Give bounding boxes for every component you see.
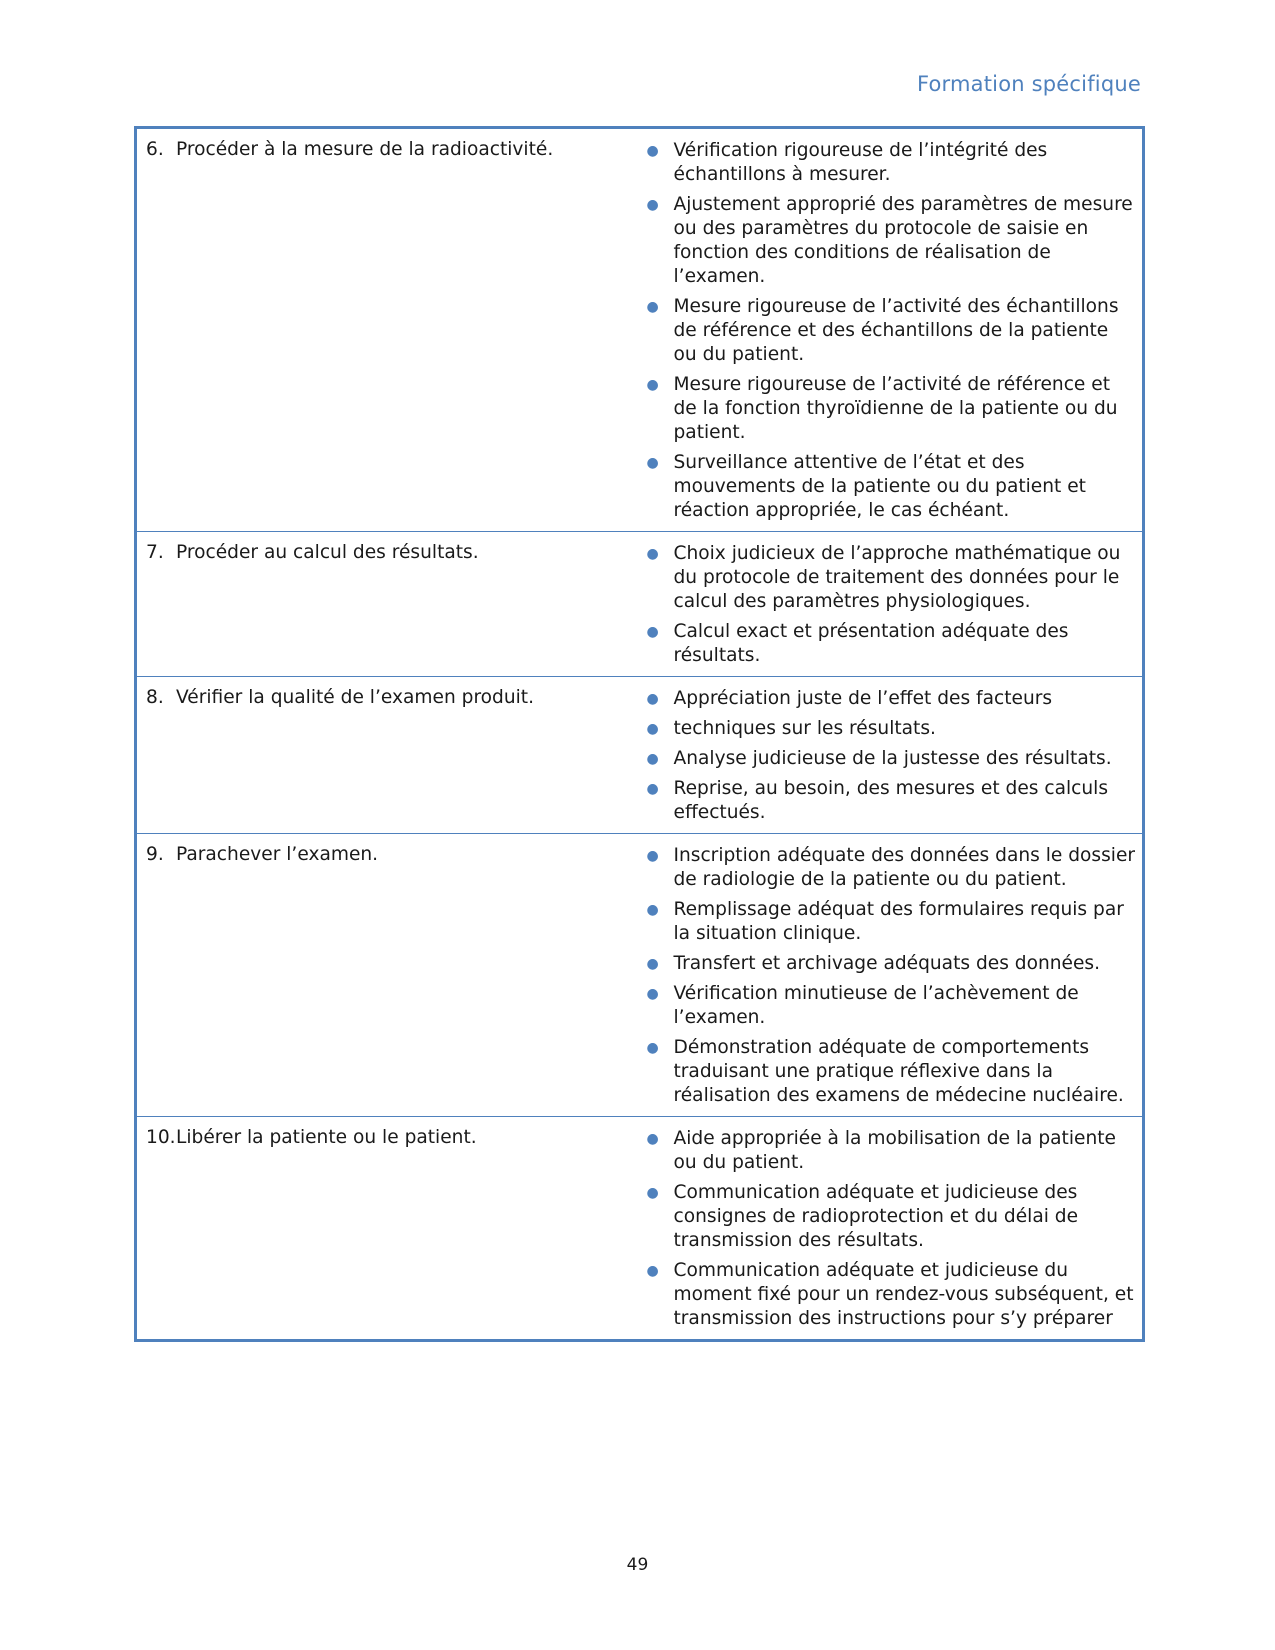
criterion-text: Appréciation juste de l’effet des facteurs xyxy=(673,688,1053,709)
list-item xyxy=(636,620,1137,668)
bullet-icon: ● xyxy=(646,197,659,213)
task-text: Procéder au calcul des résultats. xyxy=(176,542,479,563)
task-item xyxy=(137,532,636,565)
criteria-cell xyxy=(636,532,1144,677)
table-row xyxy=(136,834,1144,1117)
list-item xyxy=(636,139,1137,187)
bullet-icon: ● xyxy=(646,986,659,1002)
criterion-text: Vérification minutieuse de l’achèvement de l’examen. xyxy=(673,983,1079,1028)
bullet-icon: ● xyxy=(646,377,659,393)
task-text: Procéder à la mesure de la radioactivité. xyxy=(176,139,554,160)
criterion-text: Reprise, au besoin, des mesures et des calculs effectués. xyxy=(673,778,1109,823)
criterion-text: Transfert et archivage adéquats des données. xyxy=(673,953,1101,974)
criterion-text: Aide appropriée à la mobilisation de la patiente ou du patient. xyxy=(673,1128,1116,1173)
task-number: 9. xyxy=(146,844,164,865)
list-item xyxy=(636,747,1137,771)
bullet-icon: ● xyxy=(646,1185,659,1201)
list-item xyxy=(636,717,1137,741)
list-item xyxy=(636,687,1137,711)
criterion-text: Mesure rigoureuse de l’activité de référence et de la fonction thyroïdienne de la patiente ou du patient. xyxy=(673,374,1118,443)
criteria-cell xyxy=(636,128,1144,532)
criterion-text: Communication adéquate et judicieuse des consignes de radioprotection et du délai de transmission des résultats. xyxy=(673,1182,1079,1251)
task-cell xyxy=(136,834,636,1117)
task-cell xyxy=(136,128,636,532)
list-item xyxy=(636,777,1137,825)
bullet-icon: ● xyxy=(646,1263,659,1279)
task-cell xyxy=(136,532,636,677)
task-number: 7. xyxy=(146,542,164,563)
criterion-text: Mesure rigoureuse de l’activité des échantillons de référence et des échantillons de la patiente ou du patient. xyxy=(673,296,1119,365)
list-item xyxy=(636,982,1137,1030)
criterion-text: Ajustement approprié des paramètres de mesure ou des paramètres du protocole de saisie en fonction des conditions de réalisation de l’examen. xyxy=(673,194,1133,287)
table-row xyxy=(136,677,1144,834)
task-item xyxy=(137,1117,636,1150)
task-cell xyxy=(136,677,636,834)
bullet-icon: ● xyxy=(646,455,659,471)
list-item xyxy=(636,1259,1137,1331)
criteria-cell xyxy=(636,677,1144,834)
criterion-text: Vérification rigoureuse de l’intégrité des échantillons à mesurer. xyxy=(673,140,1048,185)
task-text: Vérifier la qualité de l’examen produit. xyxy=(176,687,535,708)
task-text: Libérer la patiente ou le patient. xyxy=(176,1127,477,1148)
list-item xyxy=(636,898,1137,946)
criterion-text: Analyse judicieuse de la justesse des résultats. xyxy=(673,748,1112,769)
criteria-list xyxy=(636,129,1143,531)
list-item xyxy=(636,1036,1137,1108)
task-number: 8. xyxy=(146,687,164,708)
list-item xyxy=(636,952,1137,976)
list-item xyxy=(636,542,1137,614)
list-item xyxy=(636,193,1137,289)
bullet-icon: ● xyxy=(646,848,659,864)
criteria-list xyxy=(636,834,1143,1116)
page-number: 49 xyxy=(626,1555,649,1575)
competency-table-body xyxy=(136,128,1144,1341)
criteria-list xyxy=(636,532,1143,676)
bullet-icon: ● xyxy=(646,143,659,159)
task-item xyxy=(137,834,636,867)
list-item xyxy=(636,844,1137,892)
task-item xyxy=(137,129,636,162)
list-item xyxy=(636,451,1137,523)
criterion-text: Calcul exact et présentation adéquate des résultats. xyxy=(673,621,1069,666)
criteria-list xyxy=(636,1117,1143,1339)
criterion-text: Démonstration adéquate de comportements traduisant une pratique réflexive dans la réalisation des examens de médecine nucléaire. xyxy=(673,1037,1124,1106)
criterion-text: Surveillance attentive de l’état et des mouvements de la patiente ou du patient et réaction appropriée, le cas échéant. xyxy=(673,452,1086,521)
bullet-icon: ● xyxy=(646,956,659,972)
task-number: 6. xyxy=(146,139,164,160)
criterion-text: Communication adéquate et judicieuse du moment fixé pour un rendez-vous subséquent, et transmission des instructions pour s’y préparer xyxy=(673,1260,1134,1329)
bullet-icon: ● xyxy=(646,1040,659,1056)
list-item xyxy=(636,1181,1137,1253)
table-row xyxy=(136,532,1144,677)
criterion-text: Remplissage adéquat des formulaires requis par la situation clinique. xyxy=(673,899,1124,944)
bullet-icon: ● xyxy=(646,691,659,707)
task-text: Parachever l’examen. xyxy=(176,844,379,865)
bullet-icon: ● xyxy=(646,721,659,737)
section-title: Formation spécifique xyxy=(916,72,1141,96)
criterion-text: Choix judicieux de l’approche mathématique ou du protocole de traitement des données pour le calcul des paramètres physiologiques. xyxy=(673,543,1121,612)
task-item xyxy=(137,677,636,710)
bullet-icon: ● xyxy=(646,751,659,767)
criterion-text: techniques sur les résultats. xyxy=(673,718,936,739)
list-item xyxy=(636,295,1137,367)
criteria-cell xyxy=(636,834,1144,1117)
criteria-cell xyxy=(636,1117,1144,1341)
list-item xyxy=(636,1127,1137,1175)
criterion-text: Inscription adéquate des données dans le dossier de radiologie de la patiente ou du patient. xyxy=(673,845,1136,890)
list-item xyxy=(636,373,1137,445)
bullet-icon: ● xyxy=(646,1131,659,1147)
competency-table xyxy=(134,126,1145,1342)
bullet-icon: ● xyxy=(646,902,659,918)
bullet-icon: ● xyxy=(646,546,659,562)
table-row xyxy=(136,1117,1144,1341)
criteria-list xyxy=(636,677,1143,833)
bullet-icon: ● xyxy=(646,624,659,640)
table-row xyxy=(136,128,1144,532)
bullet-icon: ● xyxy=(646,781,659,797)
task-cell xyxy=(136,1117,636,1341)
bullet-icon: ● xyxy=(646,299,659,315)
task-number: 10. xyxy=(146,1127,176,1148)
